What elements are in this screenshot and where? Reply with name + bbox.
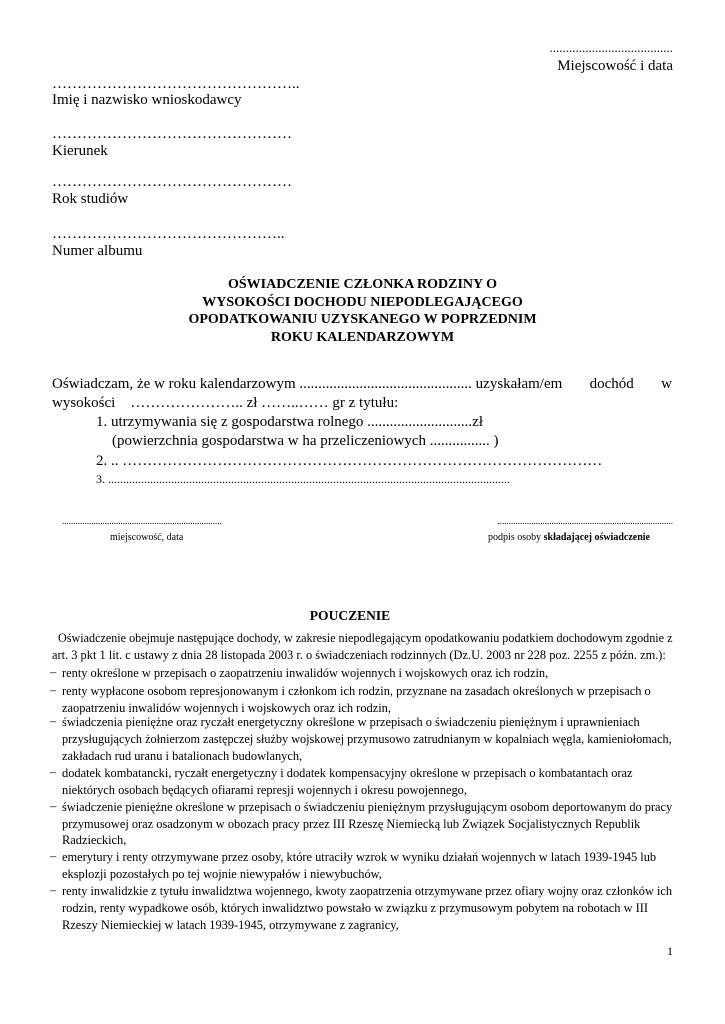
field-of-study-dots: ………………………………………… (52, 126, 292, 142)
title-line: OŚWIADCZENIE CZŁONKA RODZINY O (227, 277, 498, 292)
year-of-study-dots: ………………………………………… (52, 174, 292, 190)
list-dash: – (50, 799, 57, 813)
signature-right-dots: .............................................................................. (497, 516, 673, 526)
list-dash: – (50, 883, 57, 897)
list-dash: – (50, 683, 57, 697)
list-item-continued: Rzeszy Niemieckiej w latach 1939-1945, otrzymywane z zagranicy, (62, 918, 399, 932)
list-dash: – (50, 665, 57, 679)
list-item-continued: niektórych osobach będących ofiarami represji wojennych i okresu powojennego, (62, 783, 467, 797)
list-item-continued: zaopatrzeniu inwalidów wojennych i wojskowych oraz ich rodzin, (62, 701, 391, 715)
list-item-continued: zakładach rud uranu i batalionach budowlanych, (62, 749, 303, 763)
signature-right-label-bold: składającej oświadczenie (543, 532, 650, 543)
list-item: renty inwalidzkie z tytułu inwalidztwa wojennego, kwoty zaopatrzenia otrzymywane przez ofiary wojny oraz członków ich (62, 884, 673, 898)
place-date-dots: ...................................... (549, 40, 673, 55)
income-item-2: 2. .. …………………………………………………………………………………… (96, 453, 603, 469)
applicant-name-dots: ………………………………………….. (52, 76, 300, 92)
year-of-study-label: Rok studiów (52, 191, 129, 207)
list-item-continued: eksplozji pozostałych po tej wojnie niewypałów i niewybuchów, (62, 867, 382, 881)
list-item-continued: przysługujących żołnierzom zastępczej służby wojskowej przymusowo zatrudnianym w kopalniach węgla, kamieniołomach, (62, 732, 672, 746)
list-item-continued: przymusowej oraz osadzonym w obozach pracy przez III Rzeszę Niemiecką lub Związek Socjalistycznych Republik (62, 817, 641, 831)
income-item-3: 3. ...................................................................................................................................... (96, 472, 510, 486)
signature-right-label (488, 532, 650, 543)
instruction-heading: POUCZENIE (309, 609, 391, 624)
signature-right-label-normal: podpis osoby (488, 532, 544, 543)
list-item: świadczenia pieniężne oraz ryczałt energetyczny określone w przepisach o świadczeniu pieniężnym i uprawnieniach (62, 715, 640, 729)
list-dash: – (50, 849, 57, 863)
list-item-continued: Radzieckich, (62, 833, 127, 847)
document-title (130, 276, 595, 346)
list-item: renty określone w przepisach o zaopatrzeniu inwalidów wojennych i wojskowych oraz ich rodzin, (62, 666, 549, 680)
income-item-1: 1. utrzymywania się z gospodarstwa rolnego ............................zł (96, 414, 484, 430)
list-dash: – (50, 765, 57, 779)
declaration-line-2: wysokości ………………….. zł ……..…… gr z tytułu: (52, 395, 399, 411)
list-item: renty wypłacone osobom represjonowanym i członkom ich rodzin, przyznane na zasadach określonych w przepisach o (62, 684, 651, 698)
album-number-label: Numer albumu (52, 243, 143, 259)
instruction-intro-line-2: art. 3 pkt 1 lit. c ustawy z dnia 28 listopada 2003 r. o świadczeniach rodzinnych (Dz.U. 2003 nr 228 poz. 2255 z późn. zm.): (52, 648, 666, 662)
list-dash: – (50, 714, 57, 728)
place-date-label: Miejscowość i data (557, 58, 673, 74)
applicant-name-label: Imię i nazwisko wnioskodawcy (52, 92, 242, 108)
instruction-intro-line-1: Oświadczenie obejmuje następujące dochody, w zakresie niepodlegającym opodatkowaniu podatkiem dochodowym zgodnie z (58, 631, 673, 645)
title-line: OPODATKOWANIU UZYSKANEGO W POPRZEDNIM (188, 312, 537, 327)
page-number: 1 (667, 944, 673, 958)
declaration-text-c: w (661, 376, 672, 392)
declaration-text-a: Oświadczam, że w roku kalendarzowym .............................................. uzyskałam/em (52, 376, 563, 392)
field-of-study-label: Kierunek (52, 143, 108, 159)
list-item: emerytury i renty otrzymywane przez osoby, które utraciły wzrok w wyniku działań wojennych w latach 1939-1945 lub (62, 850, 657, 864)
signature-left-label: miejscowość, data (110, 532, 184, 543)
signature-left-dots: ....................................................................... (62, 516, 222, 526)
list-item-continued: rodzin, renty wypadkowe osób, których inwalidztwo powstało w związku z przymusowym pobytem na robotach w III (62, 901, 649, 915)
declaration-line-1 (52, 375, 672, 393)
title-line: WYSOKOŚCI DOCHODU NIEPODLEGAJĄCEGO (202, 294, 523, 310)
list-item: dodatek kombatancki, ryczałt energetyczny i dodatek kompensacyjny określone w przepisach o kombatantach oraz (62, 766, 633, 780)
title-line: ROKU KALENDARZOWYM (270, 329, 455, 345)
declaration-text-b: dochód (589, 376, 634, 392)
list-item: świadczenie pieniężne określone w przepisach o świadczeniu pieniężnym przysługującym osobom deportowanym do pracy (62, 800, 673, 814)
income-item-1-area: (powierzchnia gospodarstwa w ha przeliczeniowych ................ ) (112, 433, 499, 449)
album-number-dots: ……………………………………….. (52, 226, 285, 242)
